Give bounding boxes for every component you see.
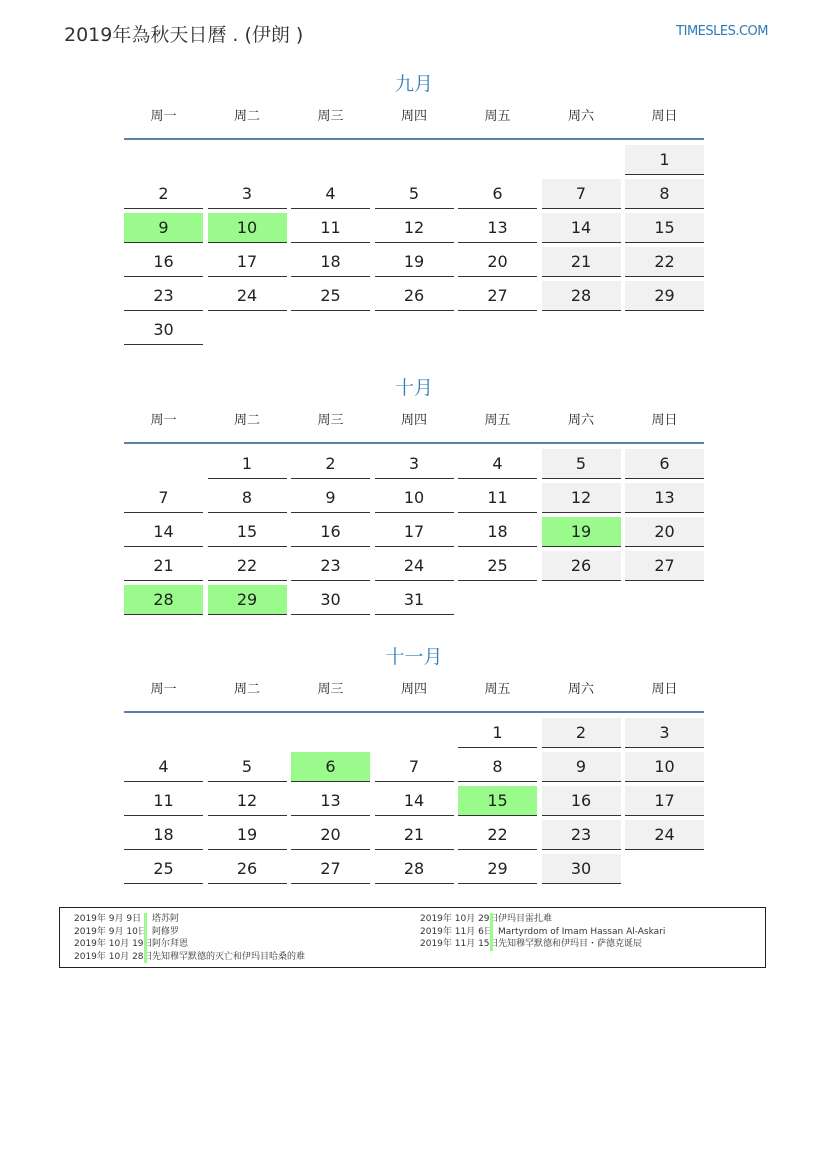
day-cell[interactable]: 30 [542,854,621,884]
day-cell[interactable]: 6 [625,449,704,479]
day-cell[interactable]: 20 [458,247,537,277]
day-cell[interactable]: 1 [208,449,287,479]
day-cell[interactable]: 3 [625,718,704,748]
day-cell[interactable]: 30 [291,585,370,615]
day-cell[interactable]: 25 [458,551,537,581]
empty-cell [124,718,203,748]
day-cell[interactable]: 7 [542,179,621,209]
day-cell[interactable]: 19 [208,820,287,850]
weekday-label: 周五 [484,413,511,428]
day-cell[interactable]: 4 [458,449,537,479]
legend-item [74,951,305,964]
day-cell[interactable]: 14 [124,517,203,547]
day-cell[interactable]: 23 [542,820,621,850]
day-cell[interactable]: 13 [458,213,537,243]
day-cell[interactable]: 10 [375,483,454,513]
day-cell[interactable]: 14 [542,213,621,243]
day-cell[interactable]: 28 [542,281,621,311]
page-title: 2019年為秋天日曆 . (伊朗 ) [64,24,304,46]
day-cell[interactable]: 3 [375,449,454,479]
day-cell[interactable]: 24 [375,551,454,581]
holiday-day-cell[interactable]: 19 [542,517,621,547]
month-title: 九月 [394,73,433,95]
holiday-day-cell[interactable]: 28 [124,585,203,615]
day-cell[interactable]: 22 [208,551,287,581]
month-september [124,70,704,345]
site-name[interactable]: TIMESLES.COM [676,24,768,39]
day-cell[interactable]: 9 [291,483,370,513]
day-cell[interactable]: 1 [625,145,704,175]
day-cell[interactable]: 20 [291,820,370,850]
day-cell[interactable]: 17 [208,247,287,277]
day-cell[interactable]: 19 [375,247,454,277]
legend-holiday-name: 阿尔拜恩 [144,938,188,951]
day-cell[interactable]: 3 [208,179,287,209]
weekday-label: 周四 [400,413,427,428]
legend-date: 2019年 11月 15日 [420,939,499,949]
day-cell[interactable]: 27 [625,551,704,581]
day-cell[interactable]: 12 [542,483,621,513]
day-cell[interactable]: 27 [458,281,537,311]
weekday-label: 周六 [567,413,594,428]
month-october [124,374,704,615]
day-cell[interactable]: 5 [542,449,621,479]
day-cell[interactable]: 17 [625,786,704,816]
legend-date: 2019年 9月 10日 [74,926,147,937]
weekday-label: 周五 [484,109,511,124]
day-cell[interactable]: 4 [124,752,203,782]
empty-cell [375,145,454,175]
legend-item [74,913,305,926]
day-cell[interactable]: 1 [458,718,537,748]
legend-date: 2019年 10月 19日 [74,939,153,949]
weekday-label: 周日 [651,413,678,428]
weekday-label: 周一 [150,413,177,428]
holiday-day-cell[interactable]: 15 [458,786,537,816]
weekday-label: 周四 [400,682,427,697]
day-cell[interactable]: 18 [124,820,203,850]
empty-cell [124,449,203,479]
holiday-day-cell[interactable]: 6 [291,752,370,782]
legend-holiday-name: 阿修罗 [144,926,179,939]
day-cell[interactable]: 22 [458,820,537,850]
weekday-header [124,98,704,140]
day-cell[interactable]: 23 [291,551,370,581]
day-cell[interactable]: 14 [375,786,454,816]
weekday-label: 周五 [484,682,511,697]
day-cell[interactable]: 26 [208,854,287,884]
legend-holiday-name: Martyrdom of Imam Hassan Al-Askari [490,926,665,939]
holiday-day-cell[interactable]: 29 [208,585,287,615]
empty-cell [291,718,370,748]
day-cell[interactable]: 25 [291,281,370,311]
day-cell[interactable]: 13 [291,786,370,816]
legend-date: 2019年 9月 9日 [74,914,142,924]
day-cell[interactable]: 12 [208,786,287,816]
empty-cell [208,145,287,175]
day-cell[interactable]: 16 [542,786,621,816]
legend-date: 2019年 10月 28日 [74,951,153,962]
weekday-label: 周三 [317,109,344,124]
day-cell[interactable]: 15 [208,517,287,547]
empty-cell [291,145,370,175]
weekday-label: 周六 [567,109,594,124]
empty-cell [208,718,287,748]
day-cell[interactable]: 7 [375,752,454,782]
day-cell[interactable]: 28 [375,854,454,884]
day-cell[interactable]: 21 [542,247,621,277]
legend-column-left [74,913,305,963]
day-cell[interactable]: 15 [625,213,704,243]
holiday-legend [59,907,766,968]
weekday-label: 周日 [651,109,678,124]
day-grid [124,449,704,615]
weekday-label: 周日 [651,682,678,697]
day-cell[interactable]: 7 [124,483,203,513]
day-cell[interactable]: 16 [291,517,370,547]
day-cell[interactable]: 16 [124,247,203,277]
day-cell[interactable]: 13 [625,483,704,513]
day-cell[interactable]: 24 [625,820,704,850]
empty-cell [542,145,621,175]
day-cell[interactable]: 31 [375,585,454,615]
legend-item [74,926,305,939]
month-title: 十一月 [385,646,443,668]
day-cell[interactable]: 20 [625,517,704,547]
legend-item [74,938,305,951]
legend-item [420,938,665,951]
legend-holiday-name: 伊玛目雷扎难 [490,913,552,926]
month-november [124,643,704,884]
day-cell[interactable]: 8 [208,483,287,513]
month-title: 十月 [394,377,433,399]
day-cell[interactable]: 29 [625,281,704,311]
day-cell[interactable]: 21 [375,820,454,850]
weekday-header [124,402,704,444]
day-cell[interactable]: 8 [625,179,704,209]
weekday-label: 周二 [233,109,260,124]
weekday-label: 周二 [233,682,260,697]
weekday-label: 周六 [567,682,594,697]
weekday-label: 周四 [400,109,427,124]
day-cell[interactable]: 22 [625,247,704,277]
weekday-label: 周三 [317,413,344,428]
day-cell[interactable]: 11 [124,786,203,816]
day-cell[interactable]: 26 [375,281,454,311]
day-cell[interactable]: 25 [124,854,203,884]
legend-holiday-name: 先知穆罕默德和伊玛目・萨德克诞辰 [490,938,642,951]
day-cell[interactable]: 11 [458,483,537,513]
legend-date: 2019年 11月 6日 [420,926,493,937]
day-cell[interactable]: 21 [124,551,203,581]
legend-item [420,926,665,939]
empty-cell [124,145,203,175]
weekday-label: 周一 [150,682,177,697]
holiday-day-cell[interactable]: 10 [208,213,287,243]
weekday-label: 周二 [233,413,260,428]
day-cell[interactable]: 11 [291,213,370,243]
day-grid [124,718,704,884]
weekday-header [124,671,704,713]
day-cell[interactable]: 23 [124,281,203,311]
day-cell[interactable]: 5 [375,179,454,209]
day-cell[interactable]: 27 [291,854,370,884]
holiday-day-cell[interactable]: 9 [124,213,203,243]
day-cell[interactable]: 26 [542,551,621,581]
day-cell[interactable]: 10 [625,752,704,782]
empty-cell [458,145,537,175]
legend-holiday-name: 塔苏阿 [144,913,179,926]
day-cell[interactable]: 30 [124,315,203,345]
day-cell[interactable]: 2 [124,179,203,209]
day-cell[interactable]: 12 [375,213,454,243]
day-cell[interactable]: 18 [291,247,370,277]
day-cell[interactable]: 18 [458,517,537,547]
day-cell[interactable]: 2 [542,718,621,748]
day-cell[interactable]: 2 [291,449,370,479]
day-cell[interactable]: 9 [542,752,621,782]
day-cell[interactable]: 8 [458,752,537,782]
day-cell[interactable]: 5 [208,752,287,782]
legend-item [420,913,665,926]
day-cell[interactable]: 17 [375,517,454,547]
empty-cell [375,718,454,748]
weekday-label: 周三 [317,682,344,697]
day-cell[interactable]: 29 [458,854,537,884]
day-cell[interactable]: 24 [208,281,287,311]
day-cell[interactable]: 4 [291,179,370,209]
day-cell[interactable]: 6 [458,179,537,209]
day-grid [124,145,704,345]
legend-holiday-name: 先知穆罕默德的灭亡和伊玛目哈桑的难 [144,951,305,964]
legend-column-right [420,913,665,951]
weekday-label: 周一 [150,109,177,124]
legend-date: 2019年 10月 29日 [420,914,499,924]
